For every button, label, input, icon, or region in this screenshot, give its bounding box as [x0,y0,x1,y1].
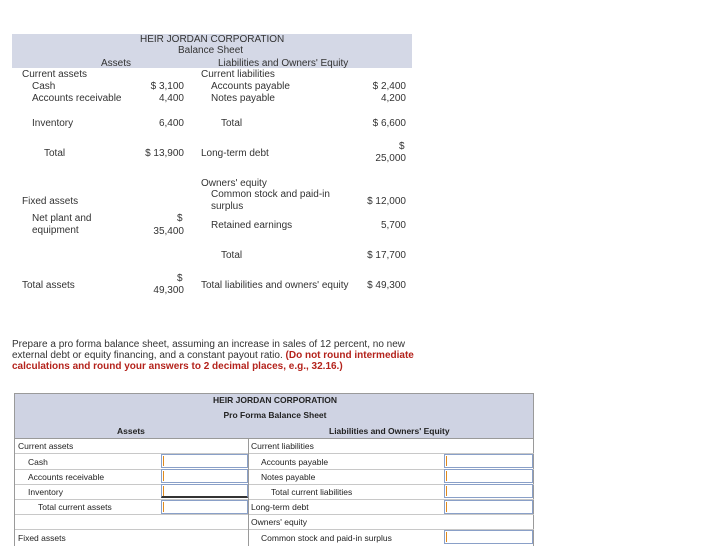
cash-label: Cash [32,81,56,92]
np-label: Notes payable [211,93,275,104]
common-stock-label-2: surplus [211,201,244,212]
net-plant-value: 35,400 [153,226,184,237]
total-le-label: Total liabilities and owners' equity [201,280,349,291]
company-title: HEIR JORDAN CORPORATION [140,34,285,45]
liab-header: Liabilities and Owners' Equity [218,58,349,69]
common-stock-value: $ 12,000 [367,196,406,207]
input-marker [446,471,447,481]
np-value: 4,200 [380,93,406,104]
instructions [12,339,430,372]
ltd-label: Long-term debt [201,148,269,159]
pf-fixed-assets-label: Fixed assets [18,533,66,543]
input-marker [163,486,164,496]
pf-ltd-label: Long-term debt [251,502,309,512]
pf-inventory-label: Inventory [28,487,63,497]
pf-ar-label: Accounts receivable [28,472,105,482]
current-liab-label: Current liabilities [201,69,275,80]
pro-forma-liab-header: Liabilities and Owners' Equity [329,426,450,436]
np-input[interactable] [444,469,533,483]
instructions-rounding-note: (Do not round intermediate calculations and round your answers to 2 decimal places, e.g., 32.16.) [12,350,414,372]
input-marker [163,471,164,481]
pf-ap-label: Accounts payable [261,457,329,467]
ar-value: 4,400 [158,93,184,104]
oe-total-label: Total [221,250,243,261]
input-marker [446,502,447,512]
inventory-value: 6,400 [158,118,184,129]
input-marker [163,502,164,512]
net-plant-currency: $ [177,213,183,224]
ar-label: Accounts receivable [32,93,122,104]
net-plant-label-2: equipment [32,225,79,236]
cash-input[interactable] [161,454,248,468]
liab-total-label: Total [221,118,243,129]
common-stock-input[interactable] [444,530,533,544]
ltd-currency: $ [399,141,405,152]
pf-np-label: Notes payable [261,472,316,482]
total-assets-value: 49,300 [153,285,184,296]
pro-forma-company: HEIR JORDAN CORPORATION [212,395,338,405]
total-cl-input[interactable] [444,484,533,498]
owners-equity-label: Owners' equity [201,178,267,189]
retained-earnings-value: 5,700 [380,220,406,231]
pro-forma-title: Pro Forma Balance Sheet [223,410,327,420]
pf-total-ca-label: Total current assets [38,502,112,512]
total-ca-label: Total [44,148,66,159]
ap-input[interactable] [444,454,533,468]
cash-value: $ 3,100 [150,81,184,92]
pf-common-stock-label: Common stock and paid-in surplus [261,533,392,543]
net-plant-label: Net plant and [32,213,92,224]
pf-owners-equity-label: Owners' equity [251,517,307,527]
sheet-title: Balance Sheet [178,45,244,56]
column-divider [248,438,249,546]
input-marker [163,456,164,466]
total-ca-input[interactable] [161,500,248,514]
pf-total-cl-label: Total current liabilities [271,487,353,497]
oe-total-value: $ 17,700 [367,250,406,261]
liab-total-value: $ 6,600 [372,118,406,129]
input-marker [446,456,447,466]
inventory-input[interactable] [161,484,248,498]
ap-label: Accounts payable [211,81,290,92]
pro-forma-assets-header: Assets [117,426,145,436]
input-marker [446,486,447,496]
current-assets-label: Current assets [22,69,88,80]
row-divider [15,438,534,439]
ap-value: $ 2,400 [372,81,406,92]
total-ca-value: $ 13,900 [145,148,184,159]
inventory-label: Inventory [32,118,74,129]
fixed-assets-label: Fixed assets [22,196,79,207]
retained-earnings-label: Retained earnings [211,220,293,231]
pf-current-assets-label: Current assets [18,441,74,451]
total-le-value: $ 49,300 [367,280,406,291]
input-marker [446,532,447,542]
row-divider [15,514,534,515]
assets-header: Assets [101,58,132,69]
pf-cash-label: Cash [28,457,48,467]
ar-input[interactable] [161,469,248,483]
ltd-value: 25,000 [375,153,406,164]
common-stock-label: Common stock and paid-in [211,189,330,200]
ltd-input[interactable] [444,500,533,514]
instructions-text: Prepare a pro forma balance sheet, assuming an increase in sales of 12 percent, no new external debt or equity financing, and a constant payout ratio. [12,339,406,361]
total-assets-currency: $ [177,273,183,284]
pf-current-liab-label: Current liabilities [251,441,314,451]
total-assets-label: Total assets [22,280,75,291]
